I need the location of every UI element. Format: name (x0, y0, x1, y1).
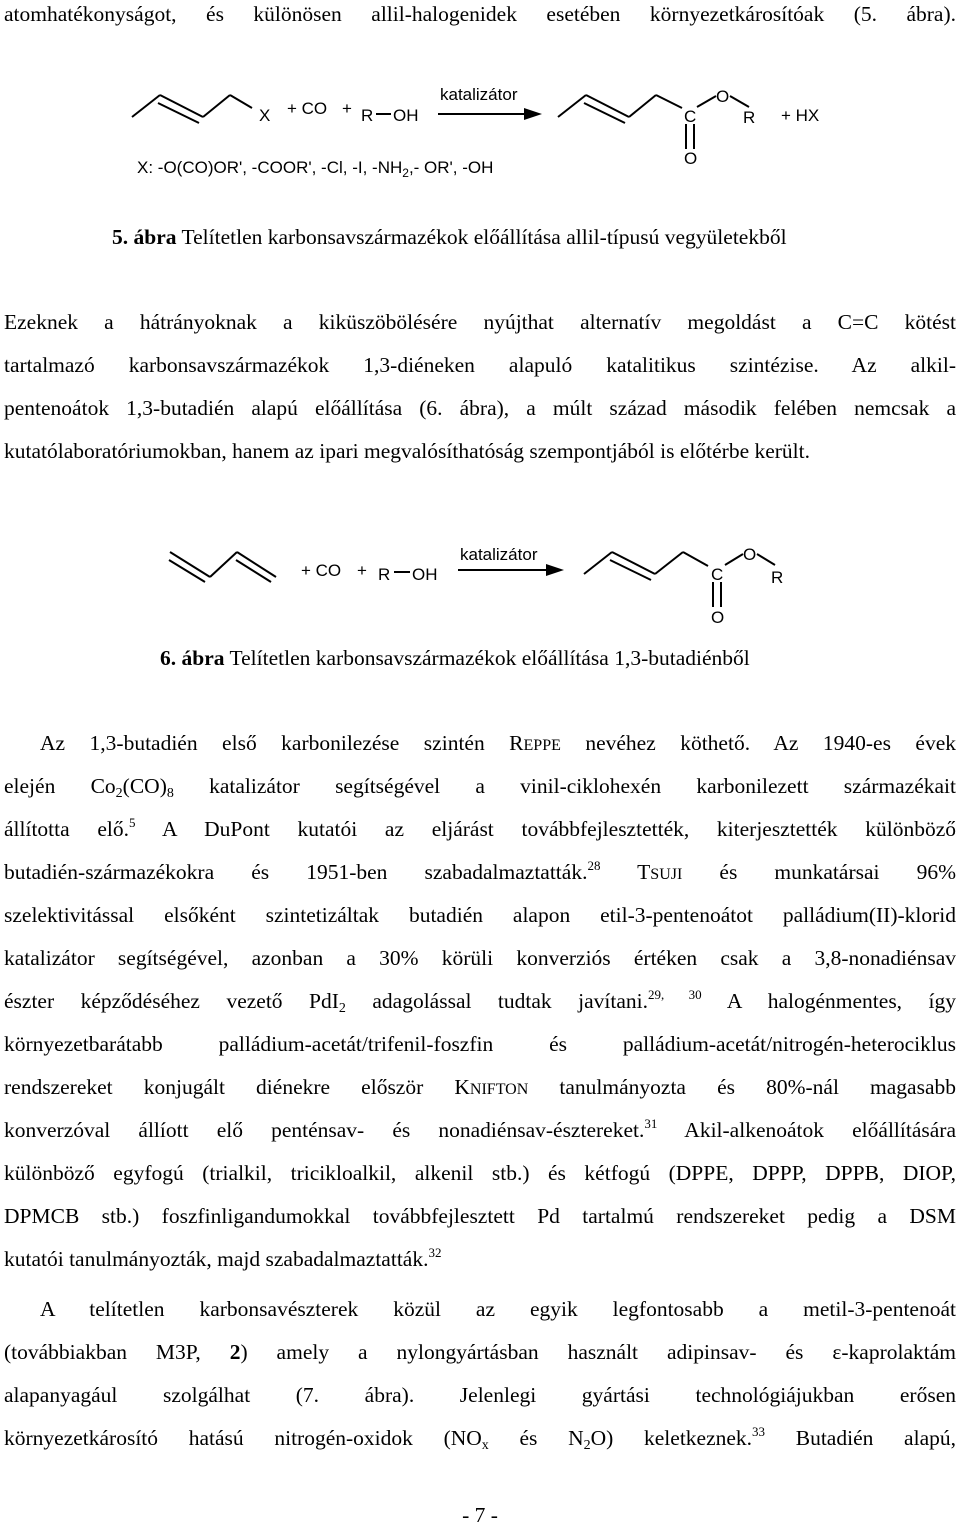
body-text-line: (továbbiakban M3P, 2) amely a nylongyártásban használt adipinsav- és ε-kaprolaktám (4, 1340, 956, 1364)
body-text-line: butadién-származékokra és 1951-ben szabadalmaztatták.$^{28}$ TSUJI és munkatársai 96% (4, 858, 956, 884)
bond-line (655, 552, 683, 574)
bond-line (757, 554, 775, 565)
body-text-line: atomhatékonyságot, és különösen allil-halogenidek esetében környezetkárosítóak (5. ábra). (4, 2, 956, 26)
plus-sign: + (357, 561, 367, 580)
bond-line (132, 95, 160, 117)
oh-label: OH (393, 106, 419, 125)
figure-caption-6: 6. ábra Telítetlen karbonsavszármazékok előállítása 1,3-butadiénből (160, 646, 750, 670)
bond-line (210, 552, 237, 577)
page-number: - 7 - (462, 1503, 498, 1527)
body-text-line: konverzóval állíott elő penténsav- és nonadiénsav-észtereket.$^{31}$ Akil-alkenoátok előállítására (4, 1116, 956, 1142)
carbon-label: C (711, 565, 724, 584)
body-text-line: környezetkárosító hatású nitrogén-oxidok ($NO_x$ és $N_2O$) keletkeznek.$^{33}$ Butadién alapú, (4, 1424, 956, 1453)
body-text-line: környezetbarátabb palládium-acetát/trifenil-foszfin és palládium-acetát/nitrogén-heterociklus (4, 1032, 956, 1056)
bond-line (629, 95, 656, 117)
body-text-line: állította elő.$^5$ A DuPont kutatói az eljárást továbbfejlesztették, kiterjesztették különböző (4, 815, 956, 841)
bond-line (558, 95, 586, 117)
r-product-label: R (743, 108, 756, 127)
catalyst-label: katalizátor (440, 85, 518, 104)
bond-line (610, 560, 651, 580)
co-label: + CO (287, 99, 328, 118)
r-label: R (378, 565, 391, 584)
oxygen-bottom-label: O (711, 608, 725, 627)
bond-line (203, 95, 230, 117)
bond-line (697, 96, 716, 107)
body-text-line: katalizátor segítségével, azonban a 30% körüli konverziós értéken csak a 3,8-nonadiénsav (4, 946, 956, 970)
body-text-line: különböző egyfogú (trialkil, tricikloalkil, alkenil stb.) és kétfogú (DPPE, DPPP, DPPB, DIOP, (4, 1161, 956, 1185)
bond-line (683, 552, 708, 566)
bond-line (158, 103, 199, 123)
oh-label: OH (412, 565, 438, 584)
body-text-line: elején $Co_2(CO)_8$ katalizátor segítségével a vinil-ciklohexén karbonilezett származékait (4, 774, 956, 801)
body-text-line: Ezeknek a hátrányoknak a kiküszöbölésére nyújthat alternatív megoldást a C=C kötést (4, 310, 956, 334)
catalyst-label: katalizátor (460, 545, 538, 564)
carbon-label: C (684, 107, 697, 126)
plus-sign: + (342, 99, 352, 118)
bond-line (584, 552, 612, 574)
body-text-line: szelektivitással elsőként szintetizáltak butadién alapon etil-3-pentenoátot palládium(II)-klorid (4, 903, 956, 927)
body-text-line: rendszereket konjugált diénekre először KNIFTON tanulmányozta és 80%-nál magasabb (4, 1075, 956, 1099)
bond-line (725, 554, 743, 565)
x-label: X (259, 106, 271, 125)
body-text-line: kutatói tanulmányozták, majd szabadalmaztatták.$^{32}$ (4, 1245, 442, 1271)
body-text-line: pentenoátok 1,3-butadién alapú előállítása (6. ábra), a múlt század második felében nemcsak a (4, 396, 956, 420)
reaction-scheme-6 (0, 530, 960, 640)
figure-caption-5: 5. ábra Telítetlen karbonsavszármazékok előállítása allil-típusú vegyületekből (112, 225, 787, 249)
body-text-line: kutatólaboratóriumokban, hanem az ipari megvalósíthatóság szempontjából is előtérbe került. (4, 439, 811, 463)
body-text-line: alapanyagául szolgálhat (7. ábra). Jelenlegi gyártási technológiájukban erősen (4, 1383, 956, 1407)
oxygen-label: O (716, 87, 730, 106)
bond-line (584, 103, 625, 123)
body-text-line: A telítetlen karbonsavészterek közül az egyik legfontosabb a metil-3-pentenoát (40, 1297, 956, 1321)
bond-line (656, 95, 682, 108)
x-definition: X: -O(CO)OR', -COOR', -Cl, -I, $-NH_2,-$ OR', -OH (137, 158, 494, 180)
arrow-head (546, 564, 564, 576)
body-text-line: DPMCB stb.) foszfinligandumokkal továbbfejlesztett Pd tartalmú rendszereket pedig a DSM (4, 1204, 956, 1228)
body-text-line: Az 1,3-butadién első karbonilezése szintén REPPE nevéhez köthető. Az 1940-es évek (40, 731, 956, 755)
oxygen-label: O (743, 545, 757, 564)
r-label: R (361, 106, 374, 125)
arrow-head (524, 108, 542, 120)
body-text-line: észter képződéséhez vezető PdI$_2$ adagolással tudtak javítani.$^{29, 30}$ A halogénmentes, így (4, 987, 957, 1016)
bond-line (230, 95, 252, 108)
oxygen-bottom-label: O (684, 149, 698, 168)
body-text-line: tartalmazó karbonsavszármazékok 1,3-diéneken alapuló katalitikus szintézise. Az alkil- (4, 353, 956, 377)
co-label: + CO (301, 561, 342, 580)
bond-line (730, 96, 749, 107)
r-product-label: R (771, 568, 784, 587)
hx-label: + HX (781, 106, 820, 125)
